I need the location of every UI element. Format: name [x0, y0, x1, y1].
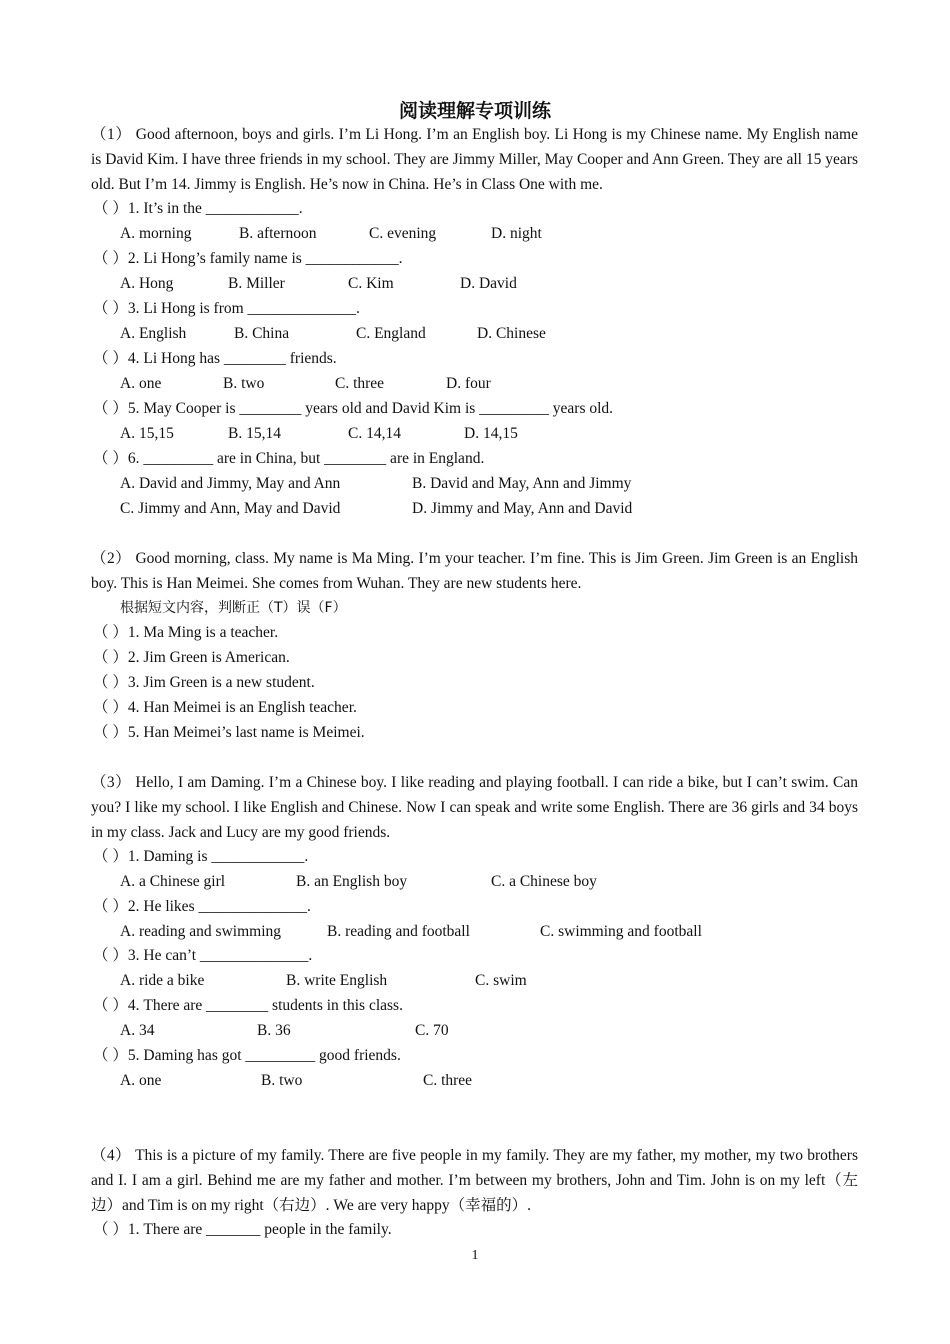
option: C. Jimmy and Ann, May and David: [120, 500, 341, 517]
passage-3: （3） Hello, I am Daming. I’m a Chinese boy. I like reading and playing football. I can ride a bike, but I can’t swim. Can you? I like my school. I like English and Chinese. Now I can speak and write some English. There are 36 girls and 34 boys in my class. Jack and Lucy are my good friends.: [91, 774, 858, 841]
option: A. 34: [120, 1022, 155, 1039]
tf-item: （ ）5. Han Meimei’s last name is Meimei.: [93, 724, 365, 741]
option: C. England: [356, 325, 426, 342]
question-3-4: （ ）4. There are ________ students in this class.: [93, 997, 403, 1014]
option: C. swim: [475, 972, 527, 989]
passage-1: （1） Good afternoon, boys and girls. I’m Li Hong. I’m an English boy. Li Hong is my Chinese name. My English name is David Kim. I have three friends in my school. They are Jimmy Miller, May Cooper and Ann Green. They are all 15 years old. But I’m 14. Jimmy is English. He’s now in China. He’s in Class One with me.: [91, 126, 858, 193]
option: A. ride a bike: [120, 972, 205, 989]
tf-item: （ ）1. Ma Ming is a teacher.: [93, 624, 279, 641]
option: B. write English: [286, 972, 388, 989]
question-3-2: （ ）2. He likes ______________.: [93, 898, 311, 915]
option: A. 15,15: [120, 425, 174, 442]
question-1-5: （ ）5. May Cooper is ________ years old and David Kim is _________ years old.: [93, 400, 614, 417]
option: B. China: [234, 325, 290, 342]
question-1-4: （ ）4. Li Hong has ________ friends.: [93, 350, 337, 367]
option: B. David and May, Ann and Jimmy: [412, 475, 632, 492]
question-3-3: （ ）3. He can’t ______________.: [93, 947, 313, 964]
option: C. Kim: [348, 275, 394, 292]
option: B. afternoon: [239, 225, 317, 242]
option: A. English: [120, 325, 187, 342]
passage-2: （2） Good morning, class. My name is Ma Ming. I’m your teacher. I’m fine. This is Jim Green. Jim Green is an English boy. This is Han Meimei. She comes from Wuhan. They are new students here.: [91, 550, 858, 592]
tf-item: （ ）2. Jim Green is American.: [93, 649, 290, 666]
question-1-6: （ ）6. _________ are in China, but ________ are in England.: [93, 450, 485, 467]
option: D. 14,15: [464, 425, 518, 442]
option: A. one: [120, 1072, 162, 1089]
option: A. one: [120, 375, 162, 392]
option: A. a Chinese girl: [120, 873, 226, 890]
option: B. Miller: [228, 275, 285, 292]
option: A. Hong: [120, 275, 174, 292]
option: A. reading and swimming: [120, 923, 282, 940]
option: C. evening: [369, 225, 437, 242]
option: B. reading and football: [327, 923, 470, 940]
page-title: 阅读理解专项训练: [398, 100, 551, 122]
option: B. two: [223, 375, 265, 392]
tf-item: （ ）4. Han Meimei is an English teacher.: [93, 699, 357, 716]
option: B. 36: [257, 1022, 291, 1039]
question-1-1: （ ）1. It’s in the ____________.: [93, 200, 303, 217]
question-1-2: （ ）2. Li Hong’s family name is ____________.: [93, 250, 403, 267]
option: B. two: [261, 1072, 303, 1089]
option: C. three: [335, 375, 385, 392]
option: D. four: [446, 375, 491, 392]
option: C. 70: [415, 1022, 449, 1039]
tf-item: （ ）3. Jim Green is a new student.: [93, 674, 315, 691]
option: B. 15,14: [228, 425, 281, 442]
option: C. a Chinese boy: [491, 873, 597, 890]
option: D. Jimmy and May, Ann and David: [412, 500, 633, 517]
question-4-1: （ ）1. There are _______ people in the family.: [93, 1221, 392, 1238]
option: C. swimming and football: [540, 923, 702, 940]
option: C. three: [423, 1072, 473, 1089]
question-3-5: （ ）5. Daming has got _________ good friends.: [93, 1047, 401, 1064]
option: A. David and Jimmy, May and Ann: [120, 475, 341, 492]
option: B. an English boy: [296, 873, 408, 890]
page-number: 1: [471, 1248, 479, 1263]
option: A. morning: [120, 225, 192, 242]
option: C. 14,14: [348, 425, 401, 442]
instruction: 根据短文内容，判断正（T）误（F）: [120, 600, 347, 616]
question-3-1: （ ）1. Daming is ____________.: [93, 848, 309, 865]
question-1-3: （ ）3. Li Hong is from ______________.: [93, 300, 360, 317]
option: D. night: [491, 225, 542, 242]
passage-4: （4） This is a picture of my family. There are five people in my family. They are my father, my mother, my two brothers and I. I am a girl. Behind me are my father and mother. I’m between my brothers, John and Tim. John is on my left（左边）and Tim is on my right（右边）. We are very happy（幸福的）.: [91, 1147, 858, 1214]
option: D. Chinese: [477, 325, 546, 342]
option: D. David: [460, 275, 517, 292]
